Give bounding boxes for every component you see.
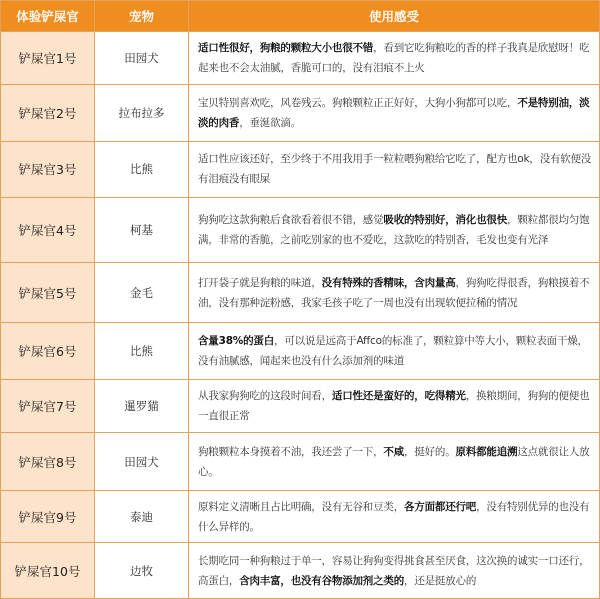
review-text: ，狗狗吃得很香，狗粮摸着不油，没有那种淀粉感，我家毛孩子吃了一周也没有出现软便拉稀的情况 bbox=[198, 276, 590, 309]
tester-cell: 铲屎官7号 bbox=[1, 379, 95, 432]
review-highlight: 不咸 bbox=[383, 445, 405, 458]
review-text: 适口性应该还好，至少终于不用我用手一粒粒喂狗粮给它吃了，配方也ok，没有软便没有泪痕没有眼屎 bbox=[198, 153, 592, 186]
table-row bbox=[1, 198, 600, 263]
review-text: 原料定义清晰且占比明确，没有无谷和豆类， bbox=[198, 500, 404, 513]
pet-cell: 边牧 bbox=[95, 543, 189, 599]
review-text: ，换粮期间，狗狗的便便也一直很正常 bbox=[198, 389, 590, 422]
review-text: 长期吃同一种狗粮过于单一，容易让狗狗变得挑食甚至厌食，这次换的诚实一口还行，高蛋白， bbox=[198, 554, 590, 587]
tester-cell: 铲屎官4号 bbox=[1, 198, 95, 263]
review-text: ，还是挺放心的 bbox=[404, 574, 477, 587]
review-text: 这点就很让人放心。 bbox=[198, 445, 590, 478]
table-body bbox=[1, 32, 600, 599]
table-row bbox=[1, 379, 600, 432]
tester-cell: 铲屎官6号 bbox=[1, 323, 95, 380]
pet-cell: 田园犬 bbox=[95, 432, 189, 491]
table-row bbox=[1, 432, 600, 491]
pet-cell: 拉布拉多 bbox=[95, 84, 189, 141]
pet-cell: 金毛 bbox=[95, 263, 189, 323]
review-text: ，垂涎欲滴。 bbox=[239, 116, 302, 129]
tester-cell: 铲屎官9号 bbox=[1, 491, 95, 543]
review-text: 打开袋子就是狗粮的味道， bbox=[198, 276, 322, 289]
review-text: ，颗粒都很均匀饱满，非常的香脆，之前吃别家的也不爱吃，这款吃的特别香，毛发也变有光泽 bbox=[198, 214, 590, 247]
review-highlight: 吸收的特别好，消化也很快 bbox=[383, 214, 508, 227]
review-text: 宝贝特别喜欢吃，风卷残云。狗粮颗粒正正好好，大狗小狗都可以吃， bbox=[198, 96, 518, 109]
review-highlight: 没有特殊的香精味，含肉量高 bbox=[321, 276, 456, 289]
table-row bbox=[1, 543, 600, 599]
pet-cell: 田园犬 bbox=[95, 32, 189, 85]
table-row bbox=[1, 84, 600, 141]
review-cell bbox=[189, 543, 600, 599]
review-cell bbox=[189, 323, 600, 380]
table-row bbox=[1, 323, 600, 380]
review-highlight: 适口性很好，狗粮的颗粒大小也很不错 bbox=[198, 41, 374, 54]
review-highlight: 原料都能追溯 bbox=[455, 445, 518, 458]
review-highlight: 适口性还是蛮好的，吃得精光 bbox=[331, 389, 466, 402]
review-text: ，挺好的。 bbox=[404, 445, 456, 458]
review-cell bbox=[189, 491, 600, 543]
review-cell bbox=[189, 84, 600, 141]
header-row bbox=[1, 1, 600, 32]
tester-cell: 铲屎官3号 bbox=[1, 141, 95, 198]
review-highlight: 各方面都还行吧 bbox=[404, 500, 477, 513]
header-pet: 宠物 bbox=[95, 1, 189, 32]
pet-cell: 比熊 bbox=[95, 141, 189, 198]
review-text: 狗粮颗粒本身摸着不油，我还尝了一下， bbox=[198, 445, 384, 458]
pet-cell: 柯基 bbox=[95, 198, 189, 263]
review-text: 从我家狗狗吃的这段时间看， bbox=[198, 389, 332, 402]
review-highlight: 不是特别油，淡淡的肉香 bbox=[198, 96, 590, 129]
review-highlight: 含肉丰富，也没有谷物添加剂之类的 bbox=[239, 574, 405, 587]
table-row bbox=[1, 491, 600, 543]
table-row bbox=[1, 141, 600, 198]
header-tester: 体验铲屎官 bbox=[1, 1, 95, 32]
review-cell bbox=[189, 32, 600, 85]
tester-cell: 铲屎官2号 bbox=[1, 84, 95, 141]
review-cell bbox=[189, 379, 600, 432]
tester-cell: 铲屎官5号 bbox=[1, 263, 95, 323]
review-text: ，看到它吃狗粮吃的香的样子我真是欣慰呀！吃起来也不会太油腻，香脆可口的，没有泪痕不上火 bbox=[198, 41, 590, 74]
review-cell bbox=[189, 263, 600, 323]
pet-cell: 泰迪 bbox=[95, 491, 189, 543]
review-cell bbox=[189, 198, 600, 263]
review-text: 狗狗吃这款狗粮后食欲看着很不错，感觉 bbox=[198, 214, 384, 227]
review-cell bbox=[189, 432, 600, 491]
tester-cell: 铲屎官10号 bbox=[1, 543, 95, 599]
table-row bbox=[1, 263, 600, 323]
pet-cell: 比熊 bbox=[95, 323, 189, 380]
review-cell bbox=[189, 141, 600, 198]
review-text: ，没有特别优异的也没有什么异样的。 bbox=[198, 500, 590, 533]
review-highlight: 含量38%的蛋白 bbox=[198, 334, 275, 347]
pet-cell: 暹罗猫 bbox=[95, 379, 189, 432]
tester-cell: 铲屎官8号 bbox=[1, 432, 95, 491]
tester-cell: 铲屎官1号 bbox=[1, 32, 95, 85]
table-row bbox=[1, 32, 600, 85]
header-review: 使用感受 bbox=[189, 1, 600, 32]
review-text: ，可以说是远高于Affco的标准了，颗粒算中等大小，颗粒表面干燥，没有油腻感，闻起来也没有什么添加剂的味道 bbox=[198, 334, 588, 367]
